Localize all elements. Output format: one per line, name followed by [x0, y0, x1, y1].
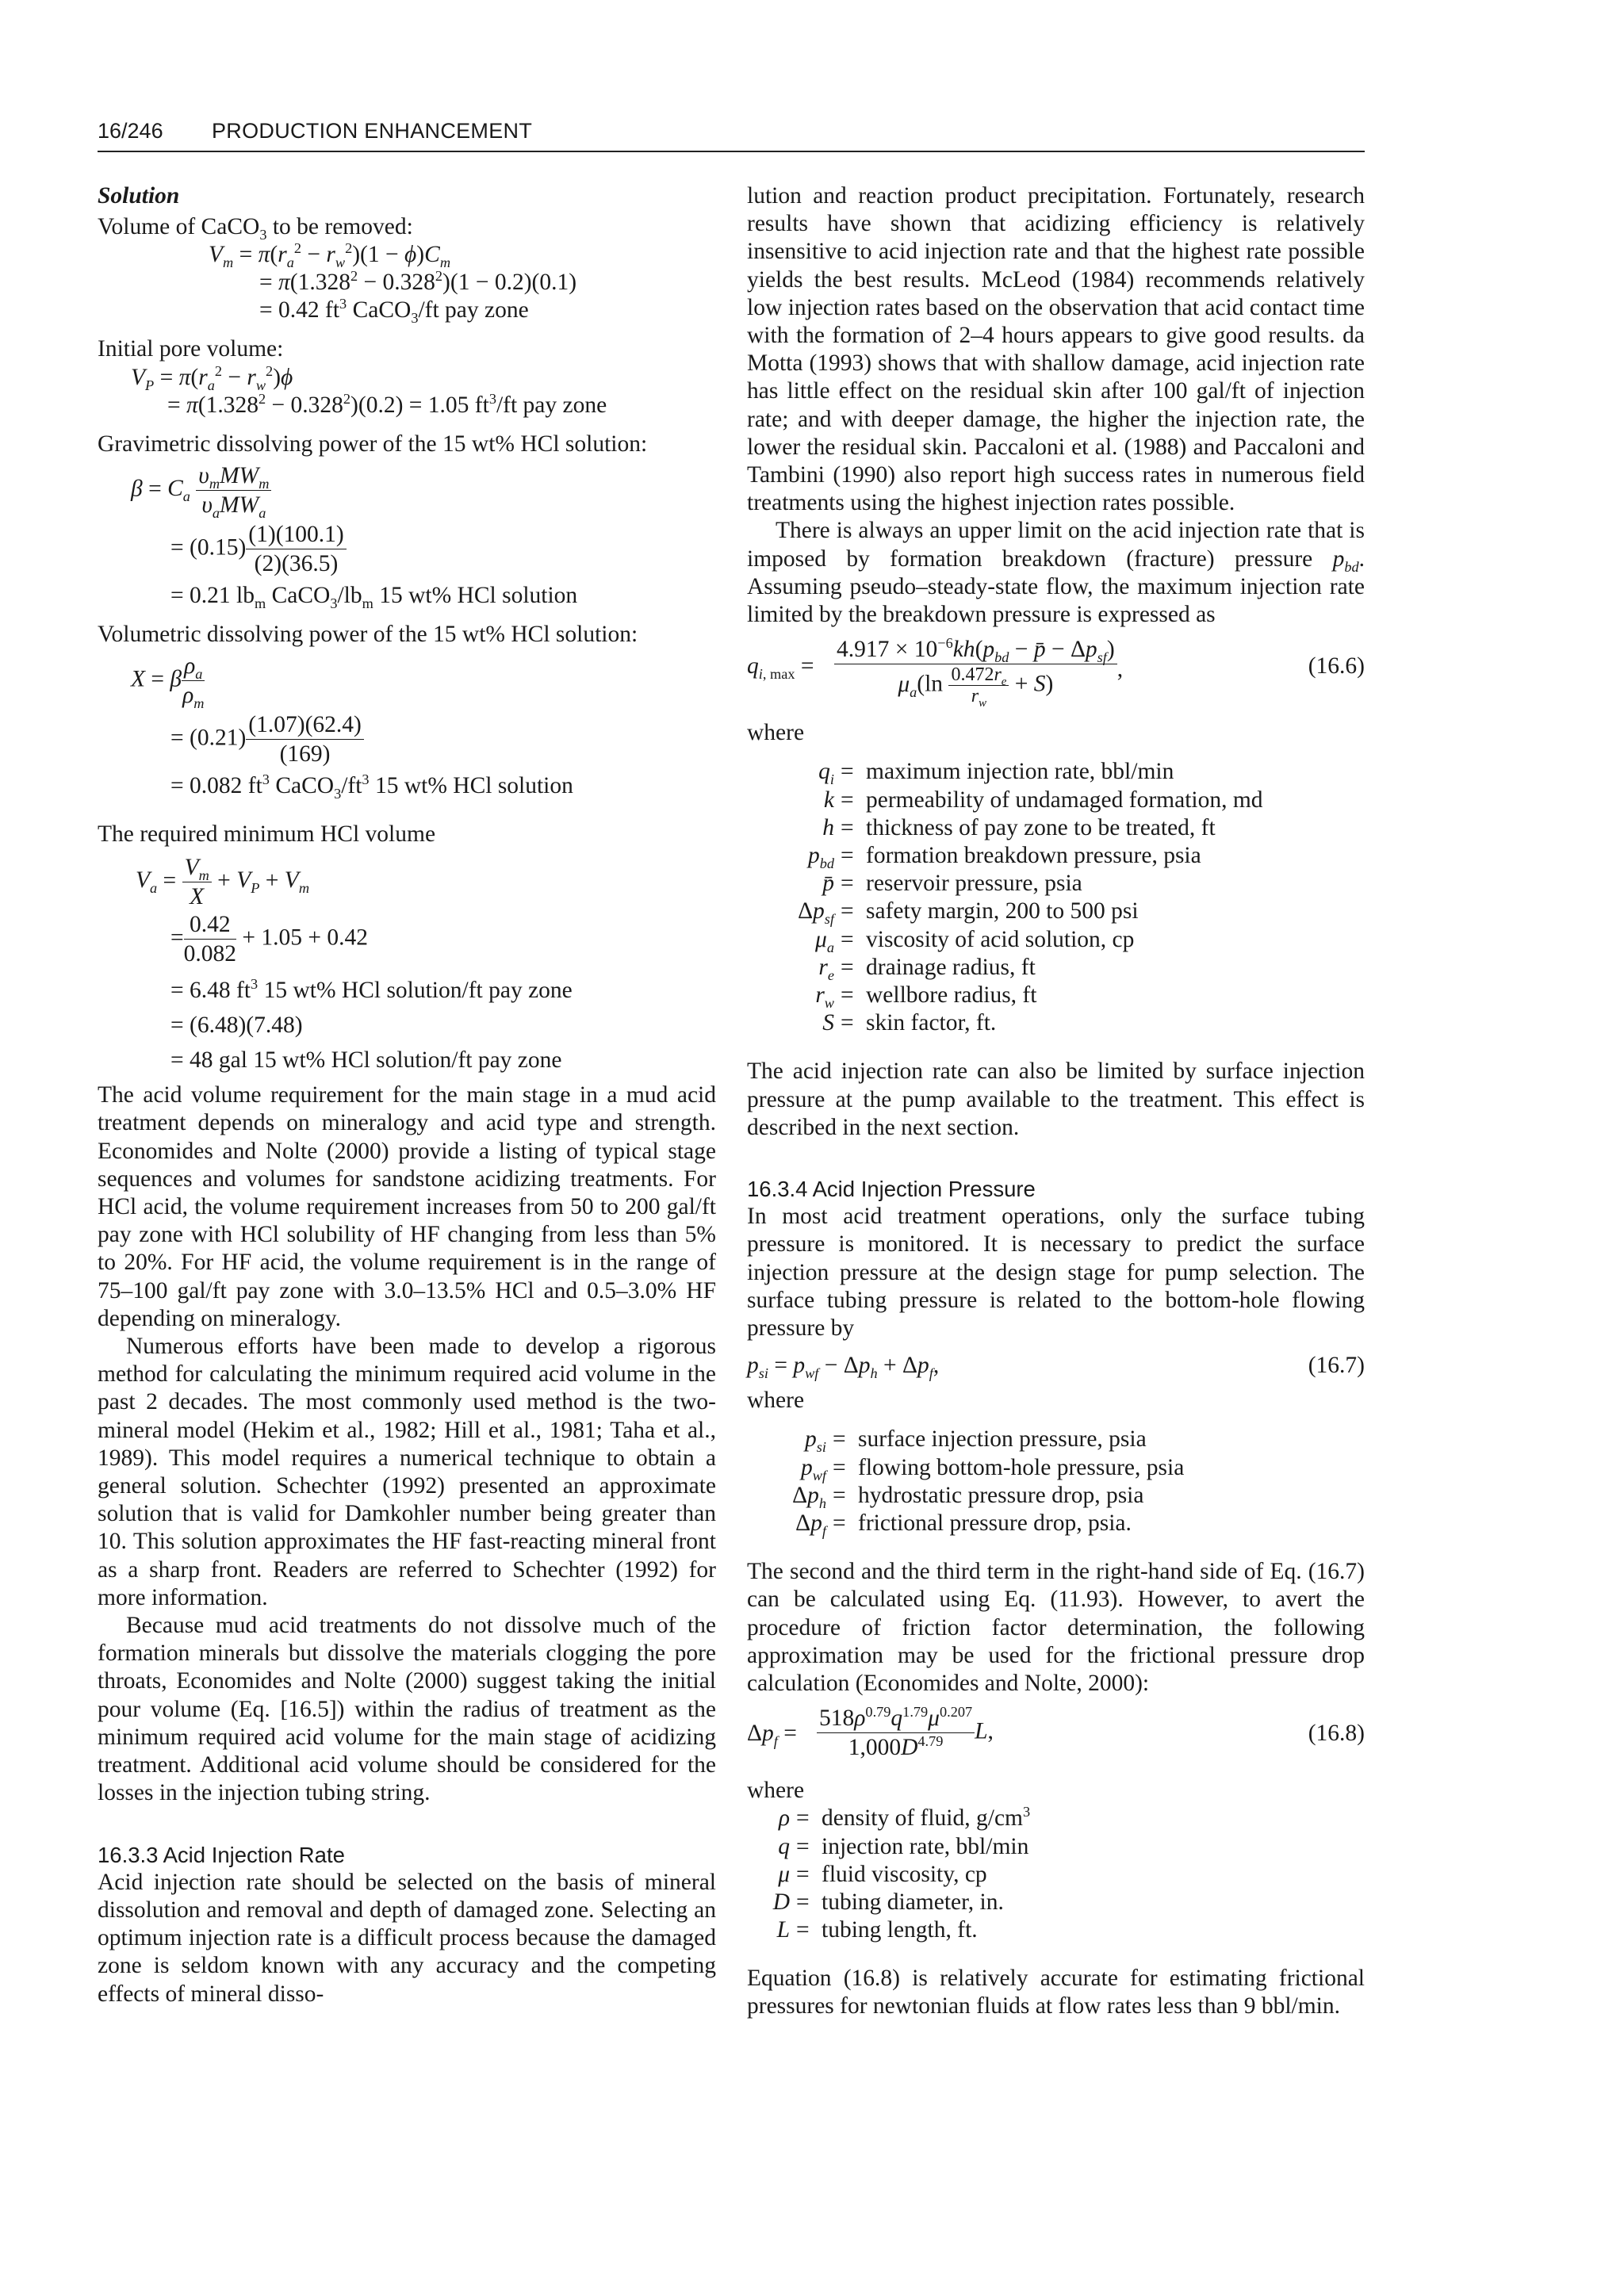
equation-beta-2: = (0.15) $\frac{(1)(100.1)}{(2)(36.5)}$	[98, 520, 716, 582]
definition-row: D = tubing diameter, in.	[772, 1889, 1004, 1915]
definition-row: ρ = density of fluid, $g/cm^3$	[778, 1804, 1031, 1832]
equation-number-16-6: (16.6)	[1308, 653, 1365, 679]
equation-va-3: = 6.48 $ft^3$ 15 wt% HCl solution/ft pay zone	[170, 976, 573, 1004]
definition-row: $p_{bd}$ = formation breakdown pressure, psia	[807, 843, 1201, 871]
left-column	[98, 182, 716, 2008]
definition-row: $\Delta p_h$ = hydrostatic pressure drop, psia	[792, 1482, 1144, 1511]
equation-number-16-8: (16.8)	[1308, 1721, 1365, 1747]
solution-heading: Solution	[98, 183, 180, 209]
equation-x-1: X = β $\frac{\rho_a}{\rho_m}$	[131, 653, 205, 711]
page-header	[98, 116, 1365, 152]
volumetric-label: Volumetric dissolving power of the 15 wt% HCl solution:	[98, 621, 638, 647]
definition-row: L = tubing length, ft.	[776, 1917, 978, 1943]
paragraph-second-third-term: The second and the third term in the right-hand side of Eq. (16.7) can be calculated using Eq. (11.93). However, to avert the procedure of friction factor determination, the following approximation may be used for the frictional pressure drop calculation (Economides and Nolte, 2000):	[747, 1559, 1365, 1696]
equation-vm-2: = $\pi(1.328^2 - 0.328^2)(1 - 0.2)(0.1)$	[259, 268, 577, 296]
required-label: The required minimum HCl volume	[98, 821, 436, 848]
where-label-3: where	[747, 1778, 805, 1804]
equation-number-16-7: (16.7)	[1308, 1353, 1365, 1379]
definitions-16-7	[739, 1426, 1365, 1537]
paragraph-surface-limit: The acid injection rate can also be limited by surface injection pressure at the pump available to the treatment. This effect is described in the next section.	[747, 1058, 1365, 1140]
paragraph-acid-volume: The acid volume requirement for the main stage in a mud acid treatment depends on mineralogy and acid type and strength. Economides and Nolte (2000) provide a listing of typical stage sequences and volumes for sandstone acidizing treatments. For HCl acid, the volume requirement increases from 50 to 200 gal/ft pay zone with HCl solubility of HF changing from less than 5% to 20%. For HF acid, the volume requirement is in the range of 75–100 gal/ft pay zone with 3.0–13.5% HCl and 0.5–3.0% HF depending on mineralogy.	[98, 1082, 716, 1331]
equation-beta-1: $\beta = C_a$ $\frac{\upsilon_mMW_m}{\upsilon_aMW_a}$	[98, 458, 716, 520]
definition-row: $p_{wf}$ = flowing bottom-hole pressure, psia	[800, 1454, 1185, 1483]
definition-row: $q_i$ = maximum injection rate, bbl/min	[818, 759, 1174, 788]
equation-16-8: $\Delta p_f$ = $\frac{518\rho^{0.79}q^{1.79}\mu^{0.207}}{1,000D^{4.79}}$ L, (16.8)	[747, 1704, 1365, 1761]
definition-row: h = thickness of pay zone to be treated, ft	[822, 814, 1216, 840]
definitions-16-8	[703, 1805, 1365, 1944]
equation-beta-3: = 0.21 $lb_m$ $CaCO_3/lb_m$ 15 wt% HCl solution	[170, 582, 578, 611]
equation-va-2: = $\frac{0.42}{0.082}$ + 1.05 + 0.42	[170, 912, 369, 967]
definition-row: $\Delta p_f$ = frictional pressure drop, psia.	[795, 1510, 1132, 1539]
definition-row: μ = fluid viscosity, cp	[778, 1861, 987, 1887]
section-heading-16-3-4: 16.3.4 Acid Injection Pressure	[747, 1176, 1036, 1201]
definition-row: $\mu_a$ = viscosity of acid solution, cp	[815, 926, 1135, 955]
definition-row: $r_w$ = wellbore radius, ft	[815, 982, 1037, 1011]
equation-x-2: = (0.21) $\frac{(1.07)(62.4)}{(169)}$	[98, 710, 716, 772]
equation-vm-3: = 0.42 $ft^3$ CaCO$_3$/ft pay zone	[259, 296, 529, 327]
equation-va-4: = (6.48)(7.48)	[170, 1013, 303, 1039]
right-column	[747, 182, 1365, 2021]
definition-row: $\Delta p_{sf}$ = safety margin, 200 to 500 psi	[798, 898, 1139, 928]
equation-x-3: = 0.082 $ft^3$ $CaCO_3/ft^3$ 15 wt% HCl solution	[170, 771, 573, 802]
running-title: PRODUCTION ENHANCEMENT	[212, 119, 533, 143]
definition-row: k = permeability of undamaged formation, md	[823, 787, 1263, 813]
definition-row: p̄ = reservoir pressure, psia	[822, 871, 1082, 897]
definitions-16-6	[747, 758, 1365, 1037]
vol-caco3-label: Volume of CaCO$_3$ to be removed:	[98, 214, 413, 243]
paragraph-injection-rate: Acid injection rate should be selected on the basis of mineral dissolution and removal and depth of damaged zone. Selecting an optimum injection rate is a difficult process because the damaged zone is seldom known with any accuracy and the competing effects of mineral disso-	[98, 1869, 716, 2007]
initial-pore-label: Initial pore volume:	[98, 336, 284, 362]
definition-row: $p_{si}$ = surface injection pressure, psia	[805, 1426, 1147, 1456]
paragraph-mud-acid: Because mud acid treatments do not dissolve much of the formation minerals but dissolve the materials clogging the pore throats, Economides and Nolte (2000) suggest taking the initial pour volume (Eq. [16.5]) within the radius of treatment as the minimum required acid volume for the main stage of acidizing treatment. Additional acid volume should be considered for the losses in the injection tubing string.	[98, 1613, 716, 1806]
equation-va-5: = 48 gal 15 wt% HCl solution/ft pay zone	[170, 1047, 562, 1074]
equation-va-1: $V_a$ = $\frac{V_m}{X}$ + $V_P + V_m$	[136, 855, 310, 910]
paragraph-numerous-efforts: Numerous efforts have been made to develop a rigorous method for calculating the minimum required acid volume in the past 2 decades. The most commonly used method is the two-mineral model (Hekim et al., 1982; Hill et al., 1981; Taha et al., 1989). This model requires a numerical technique to obtain a general solution. Schechter (1992) presented an approximate solution that is valid for Damkohler number being greater than 10. This solution approximates the HF fast-reacting mineral front as a sharp front. Readers are referred to Schechter (1992) for more information.	[98, 1334, 716, 1610]
paragraph-upper-limit: There is always an upper limit on the acid injection rate that is imposed by formation breakdown (fracture) pressure $p_{bd}$. Assuming pseudo–steady-state flow, the maximum injection rate limited by the breakdown pressure is expressed as	[747, 518, 1365, 628]
paragraph-equation-accuracy: Equation (16.8) is relatively accurate for estimating frictional pressures for newtonian fluids at flow rates less than 9 bbl/min.	[747, 1966, 1365, 2019]
definition-row: $r_e$ = drainage radius, ft	[818, 954, 1036, 983]
definition-row: q = injection rate, bbl/min	[778, 1833, 1029, 1859]
equation-16-7: $p_{si} = p_{wf} - \Delta p_h + \Delta p_f$, (16.7)	[747, 1353, 1365, 1382]
paragraph-precipitation: lution and reaction product precipitation. Fortunately, research results have shown that acidizing efficiency is relatively insensitive to acid injection rate and that the highest rate possible yields the best results. McLeod (1984) recommends relatively low injection rates based on the observation that acid contact time with the formation of 2–4 hours appears to give good results. da Motta (1993) shows that with shallow damage, acid injection rate has little effect on the residual skin after 100 gal/ft of injection rate; and with deeper damage, the higher the injection rate, the lower the residual skin. Paccaloni et al. (1988) and Paccaloni and Tambini (1990) also report high success rates in numerous field treatments using the highest injection rates possible.	[747, 183, 1365, 516]
equation-16-6: $q_{i, max}$ = $4.917 \times 10^{-6}kh(p_{bd}$ − p̄ − $\Delta p_{sf}$) $\mu_a(\ln$ $\frac{0.472r_e}{r_w}$ + S) , (16.6)	[747, 635, 1365, 710]
equation-vm-1: $V_m = \pi(r_a^2 - r_w^2)(1 - \phi)C_m$	[209, 240, 451, 271]
page-number: 16/246	[98, 119, 163, 143]
paragraph-injection-pressure: In most acid treatment operations, only the surface tubing pressure is monitored. It is necessary to predict the surface injection pressure at the design stage for pump selection. The surface tubing pressure is related to the bottom-hole flowing pressure by	[747, 1204, 1365, 1341]
definition-row: S = skin factor, ft.	[822, 1010, 997, 1036]
where-label-2: where	[747, 1388, 805, 1414]
equation-vp-1: $V_P = \pi(r_a^2 - r_w^2)\phi$	[131, 362, 293, 393]
equation-vp-2: = $\pi(1.328^2 - 0.328^2)(0.2) = 1.05$ $ft^3/ft$ pay zone	[167, 390, 607, 418]
section-heading-16-3-3: 16.3.3 Acid Injection Rate	[98, 1842, 345, 1867]
where-label-1: where	[747, 720, 805, 746]
gravimetric-label: Gravimetric dissolving power of the 15 wt% HCl solution:	[98, 431, 648, 457]
